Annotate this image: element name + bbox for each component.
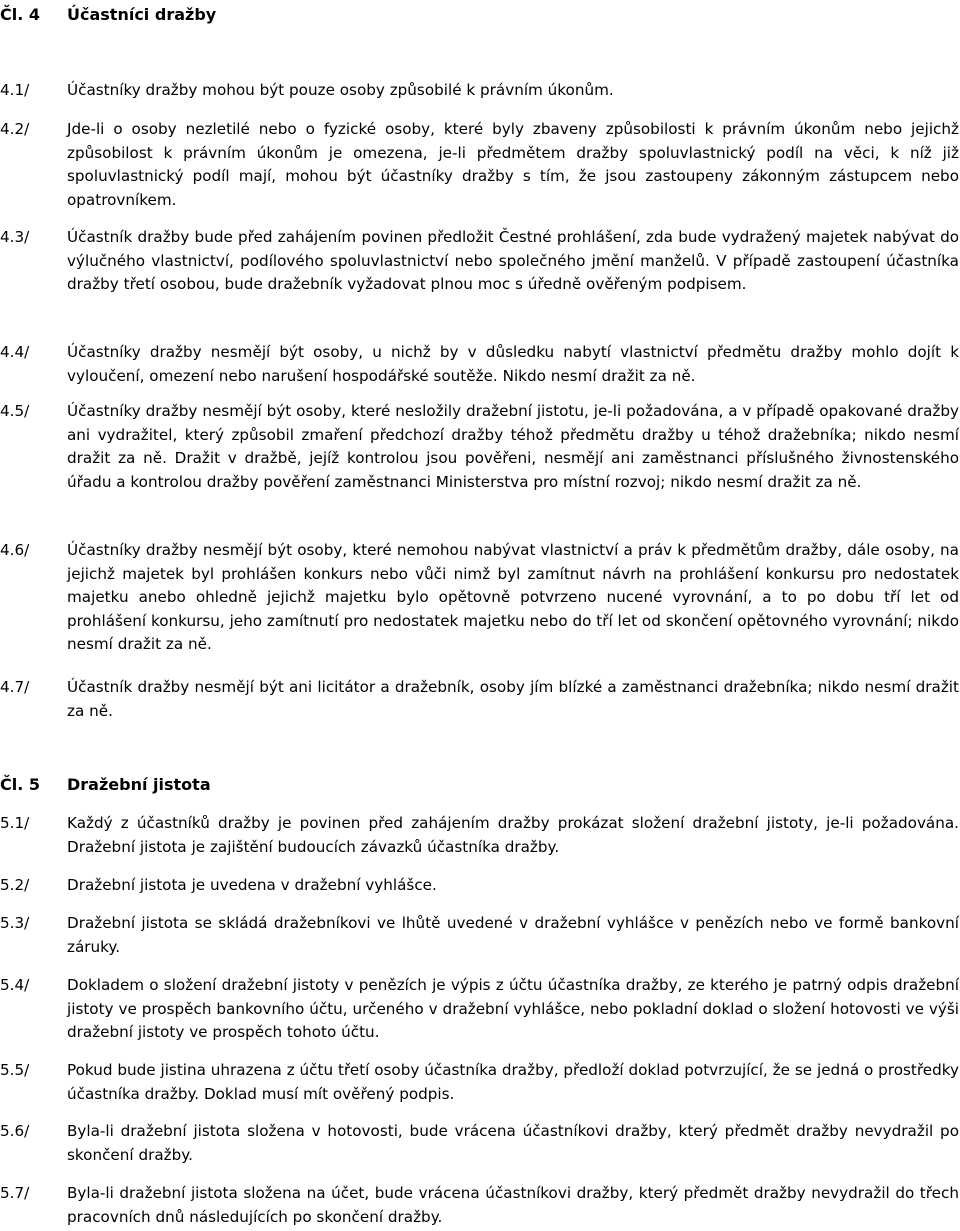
paragraph-number: 5.3/ <box>0 914 30 932</box>
paragraph-text: Každý z účastníků dražby je povinen před zahájením dražby prokázat složení dražební jistoty, je-li požadována. Dražební jistota je zajištění budoucích závazků účastníka dražby. <box>67 814 959 856</box>
paragraph-text: Účastníky dražby mohou být pouze osoby způsobilé k právním úkonům. <box>67 81 614 99</box>
section-title: Účastníci dražby <box>67 5 217 24</box>
paragraph-number: 5.1/ <box>0 814 30 832</box>
paragraph-number: 4.5/ <box>0 402 30 420</box>
paragraph-text: Pokud bude jistina uhrazena z účtu třetí osoby účastníka dražby, předloží doklad potvrzující, že se jedná o prostředky účastníka dražby. Doklad musí mít ověřený podpis. <box>67 1061 959 1103</box>
paragraph-text: Dražební jistota je uvedena v dražební vyhlášce. <box>67 876 437 894</box>
paragraph-text: Dražební jistota se skládá dražebníkovi ve lhůtě uvedené v dražební vyhlášce v penězích nebo ve formě bankovní záruky. <box>67 914 959 956</box>
paragraph-text: Jde-li o osoby nezletilé nebo o fyzické osoby, které byly zbaveny způsobilosti k právním úkonům nebo jejichž způsobilost k právním úkonům je omezena, je-li předmětem dražby spoluvlastnický podíl na věci, k níž již spoluvlastnický podíl mají, mohou být účastníky dražby s tím, že jsou zastoupeny zákonným zástupcem nebo opatrovníkem. <box>67 120 959 209</box>
paragraph-text: Účastníky dražby nesmějí být osoby, které nemohou nabývat vlastnictví a práv k předmětům dražby, dále osoby, na jejichž majetek byl prohlášen konkurs nebo vůči nimž byl zamítnut návrh na prohlášení konkursu pro nedostatek majetku anebo ohledně jejichž majetku bylo opětovně potvrzeno nucené vyrovnání, a to po dobu tří let od prohlášení konkursu, jeho zamítnutí pro nedostatek majetku nebo do tří let od skončení opětovného vyrovnání; nikdo nesmí dražit za ně. <box>67 541 959 654</box>
section-title: Dražební jistota <box>67 775 211 794</box>
paragraph-number: 5.2/ <box>0 876 30 894</box>
paragraph-number: 5.6/ <box>0 1122 30 1140</box>
paragraph-text: Účastníky dražby nesmějí být osoby, u nichž by v důsledku nabytí vlastnictví předmětu dražby mohlo dojít k vyloučení, omezení nebo narušení hospodářské soutěže. Nikdo nesmí dražit za ně. <box>67 343 959 385</box>
paragraph-number: 4.7/ <box>0 678 30 696</box>
paragraph-number: 5.4/ <box>0 976 30 994</box>
paragraph-text: Účastníky dražby nesmějí být osoby, které nesložily dražební jistotu, je-li požadována, a v případě opakované dražby ani vydražitel, který způsobil zmaření předchozí dražby téhož předmětu dražby u téhož dražebníka; nikdo nesmí dražit za ně. Dražit v dražbě, jejíž kontrolou jsou pověřeni, nesmějí ani zaměstnanci příslušného živnostenského úřadu a kontrolou dražby pověření zaměstnanci Ministerstva pro místní rozvoj; nikdo nesmí dražit za ně. <box>67 402 959 491</box>
paragraph-number: 4.3/ <box>0 228 30 246</box>
section-number: Čl. 5 <box>0 775 41 794</box>
paragraph-text: Byla-li dražební jistota složena v hotovosti, bude vrácena účastníkovi dražby, který předmět dražby nevydražil po skončení dražby. <box>67 1122 959 1164</box>
paragraph-number: 4.2/ <box>0 120 30 138</box>
paragraph-text: Účastník dražby bude před zahájením povinen předložit Čestné prohlášení, zda bude vydražený majetek nabývat do výlučného vlastnictví, podílového spoluvlastnictví nebo společného jmění manželů. V případě zastoupení účastníka dražby třetí osobou, bude dražebník vyžadovat plnou moc s úředně ověřeným podpisem. <box>67 228 959 294</box>
paragraph-number: 4.4/ <box>0 343 30 361</box>
section-number: Čl. 4 <box>0 5 41 24</box>
paragraph-text: Účastník dražby nesmějí být ani licitátor a dražebník, osoby jím blízké a zaměstnanci dražebníka; nikdo nesmí dražit za ně. <box>67 678 959 720</box>
paragraph-number: 4.6/ <box>0 541 30 559</box>
paragraph-number: 4.1/ <box>0 81 30 99</box>
paragraph-text: Dokladem o složení dražební jistoty v penězích je výpis z účtu účastníka dražby, ze kterého je patrný odpis dražební jistoty ve prospěch bankovního účtu, určeného v dražební vyhlášce, nebo pokladní doklad o složení hotovosti ve výši dražební jistoty ve prospěch tohoto účtu. <box>67 976 959 1042</box>
paragraph-number: 5.5/ <box>0 1061 30 1079</box>
paragraph-number: 5.7/ <box>0 1184 30 1202</box>
paragraph-text: Byla-li dražební jistota složena na účet, bude vrácena účastníkovi dražby, který předmět dražby nevydražil do třech pracovních dnů následujících po skončení dražby. <box>67 1184 959 1226</box>
